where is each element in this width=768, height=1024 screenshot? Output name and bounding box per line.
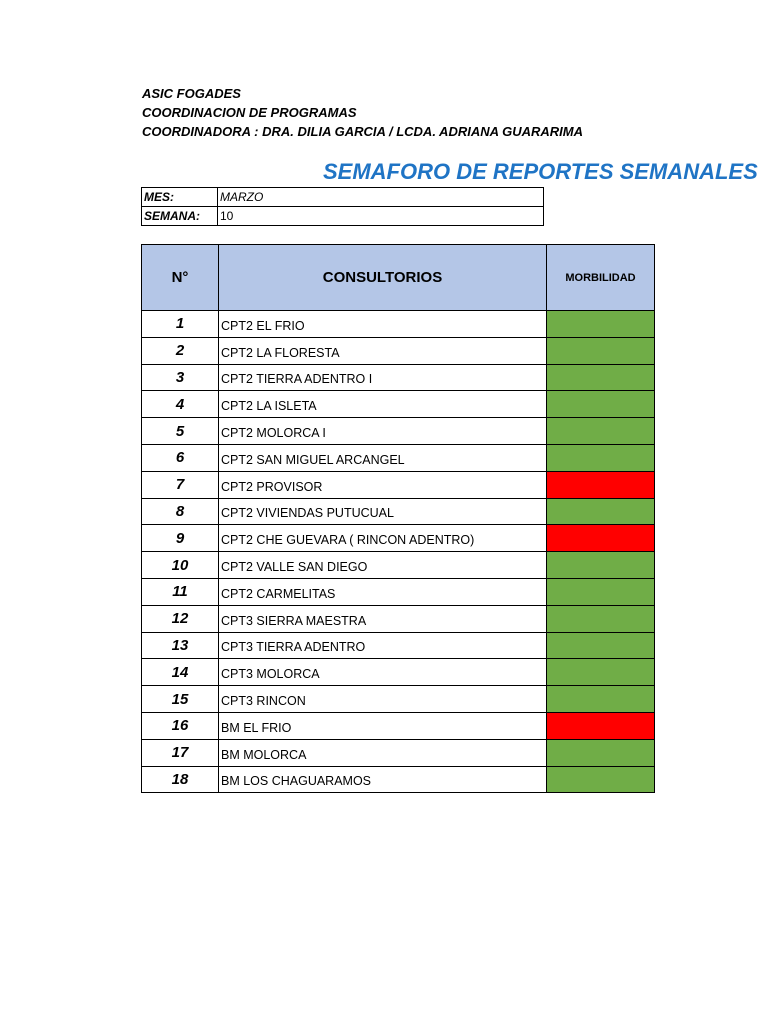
row-number: 10 <box>142 552 219 579</box>
consultorio-name: CPT2 LA FLORESTA <box>219 337 547 364</box>
table-row <box>142 525 655 552</box>
month-row <box>142 188 544 207</box>
row-number: 14 <box>142 659 219 686</box>
table-row <box>142 766 655 793</box>
table-row <box>142 364 655 391</box>
table-row <box>142 552 655 579</box>
morbilidad-status-cell <box>547 418 655 445</box>
consultorio-name: CPT2 TIERRA ADENTRO I <box>219 364 547 391</box>
morbilidad-status-cell <box>547 605 655 632</box>
table-row <box>142 632 655 659</box>
morbilidad-status-cell <box>547 739 655 766</box>
table-row <box>142 311 655 338</box>
morbilidad-status-cell <box>547 337 655 364</box>
row-number: 4 <box>142 391 219 418</box>
row-number: 9 <box>142 525 219 552</box>
document-header <box>142 84 583 141</box>
row-number: 13 <box>142 632 219 659</box>
row-number: 12 <box>142 605 219 632</box>
table-row <box>142 712 655 739</box>
consultorio-name: BM EL FRIO <box>219 712 547 739</box>
month-value: MARZO <box>218 188 544 207</box>
column-header-consultorios: CONSULTORIOS <box>219 245 547 311</box>
morbilidad-status-cell <box>547 686 655 713</box>
row-number: 1 <box>142 311 219 338</box>
consultorio-name: BM MOLORCA <box>219 739 547 766</box>
table-row <box>142 686 655 713</box>
consultorio-name: BM LOS CHAGUARAMOS <box>219 766 547 793</box>
month-label: MES: <box>142 188 218 207</box>
morbilidad-status-cell <box>547 498 655 525</box>
row-number: 2 <box>142 337 219 364</box>
consultorio-name: CPT2 PROVISOR <box>219 471 547 498</box>
row-number: 5 <box>142 418 219 445</box>
consultorio-name: CPT2 CHE GUEVARA ( RINCON ADENTRO) <box>219 525 547 552</box>
column-header-number: N° <box>142 245 219 311</box>
header-department: COORDINACION DE PROGRAMAS <box>142 105 357 120</box>
morbilidad-status-cell <box>547 471 655 498</box>
consultorio-name: CPT2 VALLE SAN DIEGO <box>219 552 547 579</box>
table-row <box>142 418 655 445</box>
row-number: 15 <box>142 686 219 713</box>
page-title: SEMAFORO DE REPORTES SEMANALES <box>323 159 758 184</box>
morbilidad-status-cell <box>547 659 655 686</box>
table-row <box>142 739 655 766</box>
week-value: 10 <box>218 207 544 226</box>
consultorio-name: CPT2 CARMELITAS <box>219 578 547 605</box>
row-number: 8 <box>142 498 219 525</box>
column-header-morbilidad: MORBILIDAD <box>547 245 655 311</box>
consultorio-name: CPT3 SIERRA MAESTRA <box>219 605 547 632</box>
header-coordinators: COORDINADORA : DRA. DILIA GARCIA / LCDA. ADRIANA GUARARIMA <box>142 124 584 139</box>
week-label: SEMANA: <box>142 207 218 226</box>
row-number: 16 <box>142 712 219 739</box>
consultorio-name: CPT2 SAN MIGUEL ARCANGEL <box>219 444 547 471</box>
table-row <box>142 578 655 605</box>
reports-table <box>141 244 655 793</box>
consultorio-name: CPT2 LA ISLETA <box>219 391 547 418</box>
morbilidad-status-cell <box>547 444 655 471</box>
header-organization: ASIC FOGADES <box>142 86 241 101</box>
row-number: 11 <box>142 578 219 605</box>
table-row <box>142 471 655 498</box>
table-row <box>142 605 655 632</box>
row-number: 6 <box>142 444 219 471</box>
table-row <box>142 391 655 418</box>
morbilidad-status-cell <box>547 391 655 418</box>
morbilidad-status-cell <box>547 578 655 605</box>
table-body <box>142 311 655 793</box>
morbilidad-status-cell <box>547 364 655 391</box>
table-row <box>142 444 655 471</box>
row-number: 3 <box>142 364 219 391</box>
morbilidad-status-cell <box>547 552 655 579</box>
period-info-table <box>141 187 544 226</box>
morbilidad-status-cell <box>547 311 655 338</box>
row-number: 17 <box>142 739 219 766</box>
row-number: 18 <box>142 766 219 793</box>
consultorio-name: CPT3 TIERRA ADENTRO <box>219 632 547 659</box>
table-row <box>142 498 655 525</box>
morbilidad-status-cell <box>547 632 655 659</box>
consultorio-name: CPT2 MOLORCA I <box>219 418 547 445</box>
morbilidad-status-cell <box>547 712 655 739</box>
title-area <box>142 157 758 187</box>
morbilidad-status-cell <box>547 525 655 552</box>
consultorio-name: CPT2 EL FRIO <box>219 311 547 338</box>
consultorio-name: CPT2 VIVIENDAS PUTUCUAL <box>219 498 547 525</box>
week-row <box>142 207 544 226</box>
consultorio-name: CPT3 MOLORCA <box>219 659 547 686</box>
table-row <box>142 337 655 364</box>
morbilidad-status-cell <box>547 766 655 793</box>
consultorio-name: CPT3 RINCON <box>219 686 547 713</box>
table-row <box>142 659 655 686</box>
table-header-row <box>142 245 655 311</box>
row-number: 7 <box>142 471 219 498</box>
